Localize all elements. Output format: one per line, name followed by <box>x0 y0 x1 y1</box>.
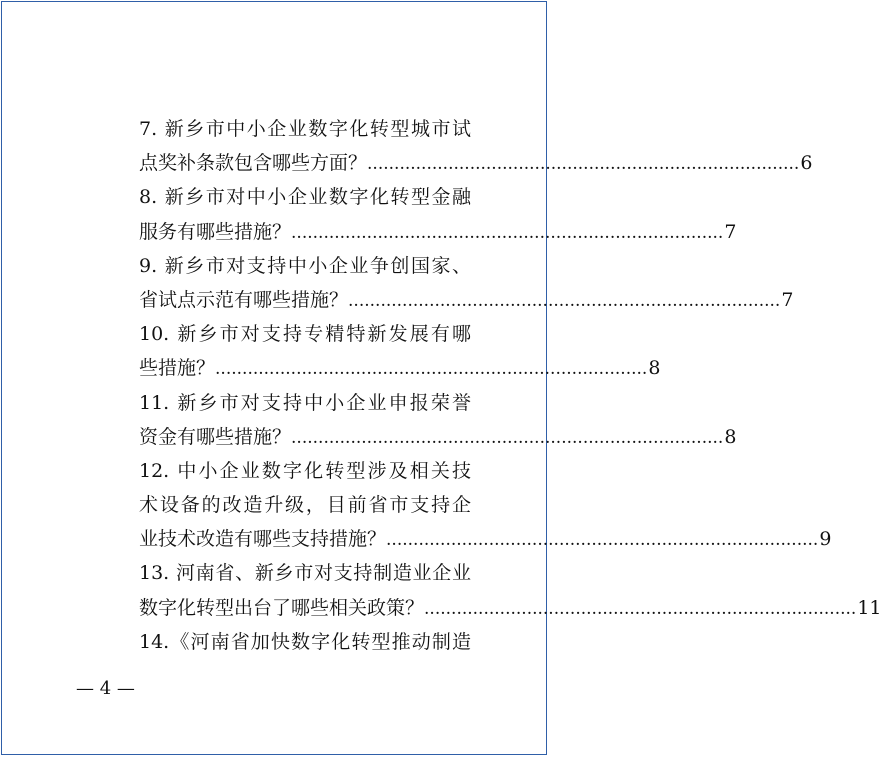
toc-line: 10. 新乡市对支持专精特新发展有哪 <box>139 323 471 346</box>
toc-entry-end <box>139 146 813 180</box>
toc-entry-end <box>139 420 737 454</box>
toc-entry-end <box>139 591 882 625</box>
toc-entry-text: 服务有哪些措施？ <box>139 220 292 243</box>
toc-entry-text: 数字化转型出台了哪些相关政策？ <box>139 596 425 619</box>
toc-entry-end <box>139 522 832 556</box>
toc-entry-end <box>139 351 661 385</box>
leader-dots: ................................................................................ <box>367 154 800 175</box>
toc-entry-end <box>139 215 737 249</box>
leader-dots: ................................................................................ <box>386 530 819 551</box>
toc-entry-text: 资金有哪些措施？ <box>139 425 292 448</box>
leader-dots: ................................................................................ <box>348 290 781 311</box>
leader-dots: ................................................................................ <box>291 222 724 243</box>
page-number: — 4 — <box>76 678 135 699</box>
toc-page-number: 7 <box>724 220 737 243</box>
toc-entry-text: 省试点示范有哪些措施？ <box>139 288 349 311</box>
leader-dots: ................................................................................ <box>215 359 648 380</box>
toc-line: 11. 新乡市对支持中小企业申报荣誉 <box>139 391 471 414</box>
toc-line: 术设备的改造升级，目前省市支持企 <box>139 494 471 517</box>
leader-dots: ................................................................................ <box>424 598 857 619</box>
leader-dots: ................................................................................ <box>291 427 724 448</box>
toc-entry-end <box>139 283 794 317</box>
table-of-contents <box>139 112 882 659</box>
toc-entry-text: 些措施？ <box>139 357 216 380</box>
toc-line: 7. 新乡市中小企业数字化转型城市试 <box>139 118 471 140</box>
toc-page-number: 6 <box>800 152 813 175</box>
toc-line: 14.《河南省加快数字化转型推动制造 <box>139 630 471 653</box>
toc-line: 8. 新乡市对中小企业数字化转型金融 <box>139 186 471 209</box>
toc-page-number: 9 <box>819 528 832 551</box>
toc-entry-text: 点奖补条款包含哪些方面？ <box>139 152 368 175</box>
toc-page-number: 8 <box>648 357 661 380</box>
toc-page-number: 11 <box>857 596 882 619</box>
toc-line: 12. 中小企业数字化转型涉及相关技 <box>139 459 471 482</box>
toc-line: 13. 河南省、新乡市对支持制造业企业 <box>139 562 471 585</box>
toc-page-number: 7 <box>781 288 794 311</box>
toc-page-number: 8 <box>724 425 737 448</box>
toc-line: 9. 新乡市对支持中小企业争创国家、 <box>139 254 471 277</box>
toc-entry-text: 业技术改造有哪些支持措施？ <box>139 528 387 551</box>
